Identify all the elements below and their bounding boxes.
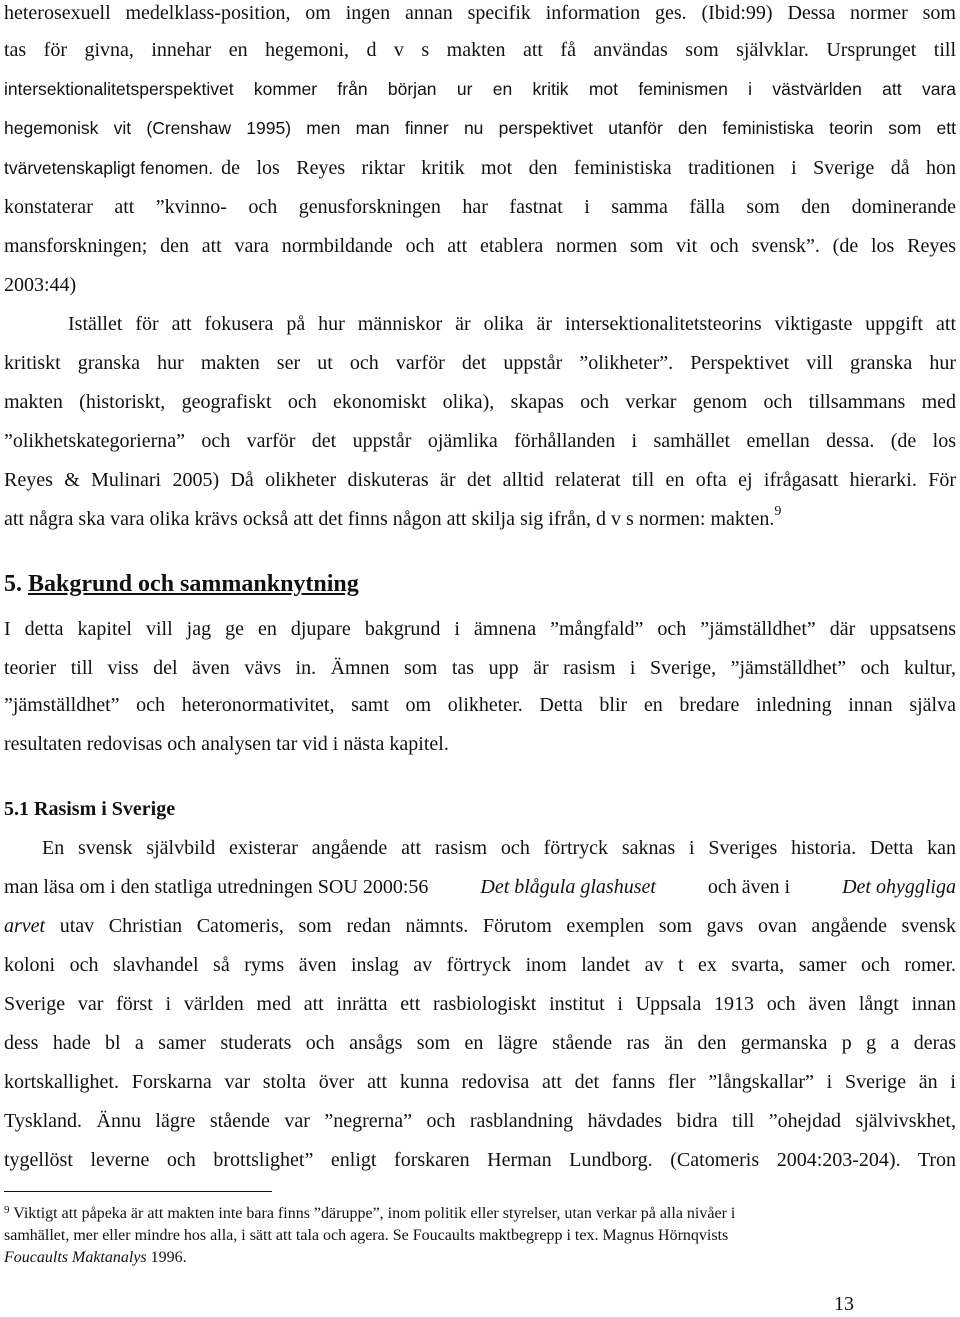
paragraph2-line: Reyes & Mulinari 2005) Då olikheter diskuteras är det alltid relaterat till en ofta ej ifrågasatt hierarki. För — [4, 469, 956, 491]
paragraph2-line: kritiskt granska hur makten ser ut och varför det uppstår ”olikheter”. Perspektivet vill granska hur — [4, 352, 956, 374]
section51-line: Tyskland. Ännu lägre stående var ”negrerna” och rasblandning hävdades bidra till ”ohejdad självivskhet, — [4, 1110, 956, 1132]
paragraph1-line: 2003:44) — [4, 274, 77, 296]
paragraph1-line: hegemonisk vit (Crenshaw 1995) men man finner nu perspektivet utanför den feministiska teorin som ett — [4, 118, 956, 138]
footnote-line — [4, 1248, 874, 1268]
paragraph1-line-sans: tvärvetenskapligt fenomen. — [4, 158, 214, 178]
footnote-line: samhället, mer eller mindre hos alla, i sätt att tala och agera. Se Foucaults maktbegrepp i tex. Magnus Hörnqvists — [4, 1227, 729, 1244]
section51-line: kortskallighet. Forskarna var stolta över att kunna redovisa att det fanns fler ”långskallar” i Sverige än i — [4, 1071, 956, 1093]
footnote-number: 9 — [4, 1204, 10, 1216]
section51-line: En svensk självbild existerar angående att rasism och förtryck saknas i Sveriges historia. Detta kan — [42, 837, 956, 859]
paragraph2-line: Istället för att fokusera på hur människor är olika är intersektionalitetsteorins viktigaste uppgift att — [68, 313, 956, 335]
paragraph1-line: de los Reyes riktar kritik mot den feministiska traditionen i Sverige då hon — [221, 157, 956, 179]
paragraph2-line: ”olikhetskategorierna” och varför det uppstår ojämlika förhållanden i samhället emellan dessa. (de los — [4, 430, 956, 452]
footnote-text: 1996. — [146, 1249, 187, 1266]
paragraph2-line: makten (historiskt, geografiskt och ekonomiskt olika), skapas och verkar genom och tillsammans med — [4, 391, 956, 413]
subsection-heading: 5.1 Rasism i Sverige — [4, 798, 176, 820]
paragraph1-line: konstaterar att ”kvinno- och genusforskningen har fastnat i samma fälla som den dominerande — [4, 196, 956, 218]
book-title: Det ohyggliga — [842, 876, 956, 898]
footnote-separator — [4, 1191, 272, 1192]
paragraph1-line: heterosexuell medelklass-position, om ingen annan specifik information ges. (Ibid:99) Dessa normer som — [4, 2, 956, 24]
section-title: Bakgrund och sammanknytning — [28, 571, 359, 597]
footnote-text: Viktigt att påpeka är att makten inte bara finns ”däruppe”, inom politik eller styrelser, utan verkar på alla nivåer i — [13, 1205, 736, 1222]
section51-text: utav Christian Catomeris, som redan nämnts. Förutom exemplen som gavs ovan angående svensk — [45, 915, 956, 937]
paragraph2-last-line — [4, 506, 956, 535]
section51-text: och även i — [707, 876, 791, 898]
section51-mixed-line — [4, 874, 956, 900]
section51-text: man läsa om i den statliga utredningen SOU 2000:56 — [4, 876, 429, 898]
section5-line: ”jämställdhet” och heteronormativitet, samt om olikheter. Detta blir en bredare inledning innan själva — [4, 694, 956, 716]
paragraph1-line: intersektionalitetsperspektivet kommer från början ur en kritik mot feminismen i västvärlden att vara — [4, 79, 956, 99]
section5-line: I detta kapitel vill jag ge en djupare bakgrund i ämnena ”mångfald” och ”jämställdhet” där uppsatsens — [4, 618, 956, 640]
paragraph1-line: tas för givna, innehar en hegemoni, d v s makten att få användas som självklar. Ursprunget till — [4, 39, 956, 61]
section5-line: teorier till viss del även vävs in. Ämnen som tas upp är rasism i Sverige, ”jämställdhet” och kultur, — [4, 657, 956, 679]
section51-line: tygellöst leverne och brottslighet” enligt forskaren Herman Lundborg. (Catomeris 2004:203-204). Tron — [4, 1149, 956, 1171]
section-number: 5. — [4, 571, 22, 597]
footnote-line — [4, 1204, 874, 1224]
footnote-reference[interactable]: 9 — [774, 504, 782, 519]
section51-mixed-line — [4, 913, 956, 939]
page-number: 13 — [834, 1293, 854, 1315]
book-title: arvet — [4, 915, 46, 937]
book-title: Det blågula glashuset — [480, 876, 656, 898]
section51-line: koloni och slavhandel så ryms även inslag av förtryck inom landet av t ex svarta, samer och romer. — [4, 954, 956, 976]
paragraph1-line: mansforskningen; den att vara normbildande och att etablera normen som vit och svensk”. (de los Reyes — [4, 235, 956, 257]
paragraph2-line: att några ska vara olika krävs också att det finns någon att skilja sig ifrån, d v s normen: makten. — [4, 508, 775, 530]
book-title: Foucaults Maktanalys — [4, 1249, 147, 1266]
section51-line: Sverige var först i världen med att inrätta ett rasbiologiskt institut i Uppsala 1913 och även långt innan — [4, 993, 956, 1015]
paragraph1-mixed-line — [4, 155, 956, 181]
section5-line: resultaten redovisas och analysen tar vid i nästa kapitel. — [4, 733, 449, 755]
section-heading — [4, 569, 359, 599]
section51-line: dess hade bl a samer studerats och ansågs som en lägre stående ras än den germanska p g a deras — [4, 1032, 956, 1054]
